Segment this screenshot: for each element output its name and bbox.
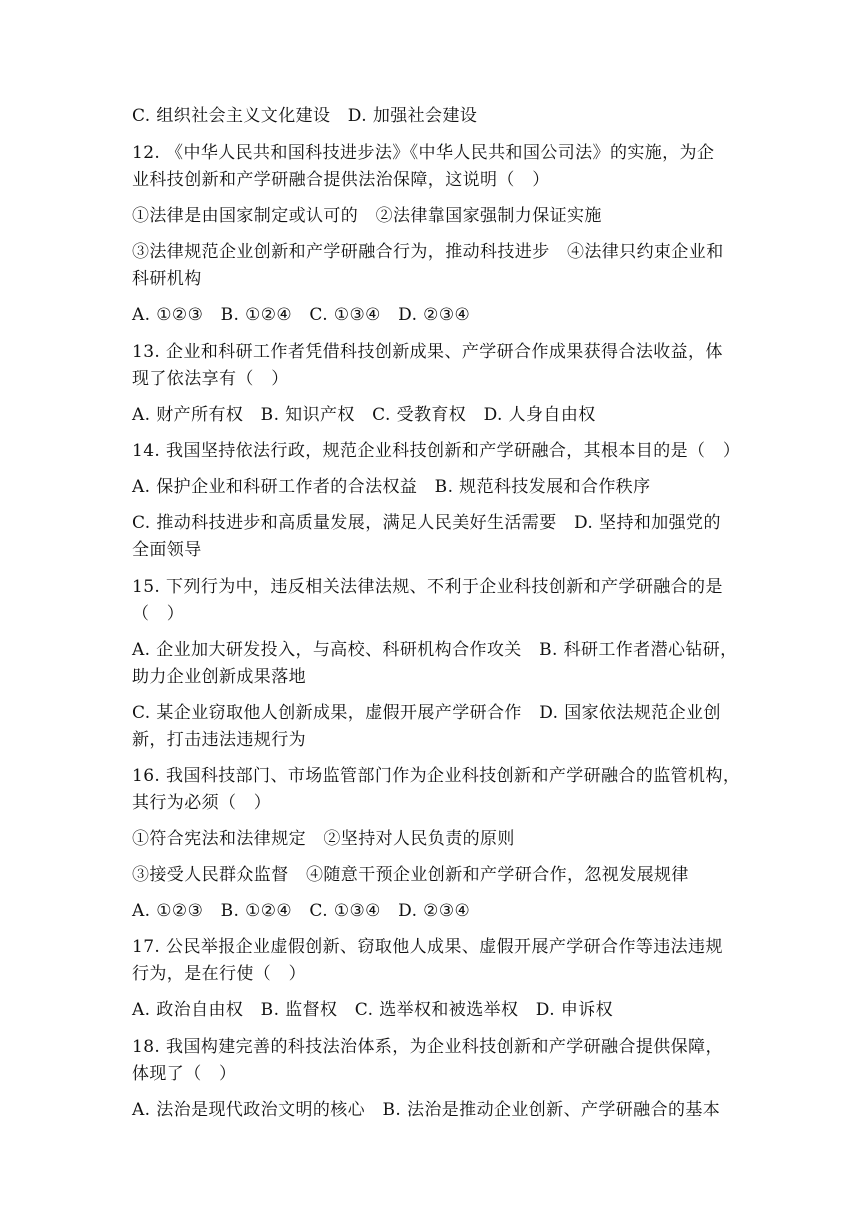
question-14-options-line-1: A. 保护企业和科研工作者的合法权益 B. 规范科技发展和合作秩序 bbox=[132, 477, 651, 497]
option-line-11-cd: C. 组织社会主义文化建设 D. 加强社会建设 bbox=[132, 106, 478, 126]
question-14-options-line-3: 全面领导 bbox=[132, 540, 202, 560]
question-15-options-line-2: 助力企业创新成果落地 bbox=[132, 667, 306, 687]
question-15-options-line-1: A. 企业加大研发投入，与高校、科研机构合作攻关 B. 科研工作者潜心钻研， bbox=[132, 640, 738, 660]
question-17-stem-line-2: 行为，是在行使（ ） bbox=[132, 964, 306, 984]
question-16-statements-line-1: ①符合宪法和法律规定 ②坚持对人民负责的原则 bbox=[132, 829, 515, 849]
question-16-options: A. ①②③ B. ①②④ C. ①③④ D. ②③④ bbox=[132, 901, 471, 921]
question-12-stem-line-2: 业科技创新和产学研融合提供法治保障，这说明（ ） bbox=[132, 170, 550, 190]
question-17-options: A. 政治自由权 B. 监督权 C. 选举权和被选举权 D. 申诉权 bbox=[132, 1000, 614, 1020]
question-12-statements-line-1: ①法律是由国家制定或认可的 ②法律靠国家强制力保证实施 bbox=[132, 206, 602, 226]
question-16-statements-line-2: ③接受人民群众监督 ④随意干预企业创新和产学研合作，忽视发展规律 bbox=[132, 865, 689, 885]
question-17-stem-line-1: 17. 公民举报企业虚假创新、窃取他人成果、虚假开展产学研合作等违法违规 bbox=[132, 937, 723, 957]
question-14-stem: 14. 我国坚持依法行政，规范企业科技创新和产学研融合，其根本目的是（ ） bbox=[132, 441, 741, 461]
question-16-stem-line-1: 16. 我国科技部门、市场监管部门作为企业科技创新和产学研融合的监管机构， bbox=[132, 766, 741, 786]
question-12-options: A. ①②③ B. ①②④ C. ①③④ D. ②③④ bbox=[132, 305, 471, 325]
question-12-statements-line-2: ③法律规范企业创新和产学研融合行为，推动科技进步 ④法律只约束企业和 bbox=[132, 242, 724, 262]
question-15-stem-line-2: （ ） bbox=[132, 604, 185, 624]
question-12-statements-line-3: 科研机构 bbox=[132, 269, 202, 289]
question-18-options-line-1: A. 法治是现代政治文明的核心 B. 法治是推动企业创新、产学研融合的基本 bbox=[132, 1100, 721, 1120]
question-13-options: A. 财产所有权 B. 知识产权 C. 受教育权 D. 人身自由权 bbox=[132, 405, 596, 425]
question-15-options-line-4: 新，打击违法违规行为 bbox=[132, 730, 306, 750]
question-13-stem-line-1: 13. 企业和科研工作者凭借科技创新成果、产学研合作成果获得合法收益，体 bbox=[132, 342, 723, 362]
question-18-stem-line-1: 18. 我国构建完善的科技法治体系，为企业科技创新和产学研融合提供保障， bbox=[132, 1037, 723, 1057]
question-13-stem-line-2: 现了依法享有（ ） bbox=[132, 369, 289, 389]
question-16-stem-line-2: 其行为必须（ ） bbox=[132, 793, 272, 813]
question-15-stem-line-1: 15. 下列行为中，违反相关法律法规、不利于企业科技创新和产学研融合的是 bbox=[132, 577, 723, 597]
question-12-stem-line-1: 12. 《中华人民共和国科技进步法》《中华人民共和国公司法》的实施，为企 bbox=[132, 143, 715, 163]
question-15-options-line-3: C. 某企业窃取他人创新成果，虚假开展产学研合作 D. 国家依法规范企业创 bbox=[132, 703, 721, 723]
question-18-stem-line-2: 体现了（ ） bbox=[132, 1064, 237, 1084]
question-14-options-line-2: C. 推动科技进步和高质量发展，满足人民美好生活需要 D. 坚持和加强党的 bbox=[132, 513, 721, 533]
